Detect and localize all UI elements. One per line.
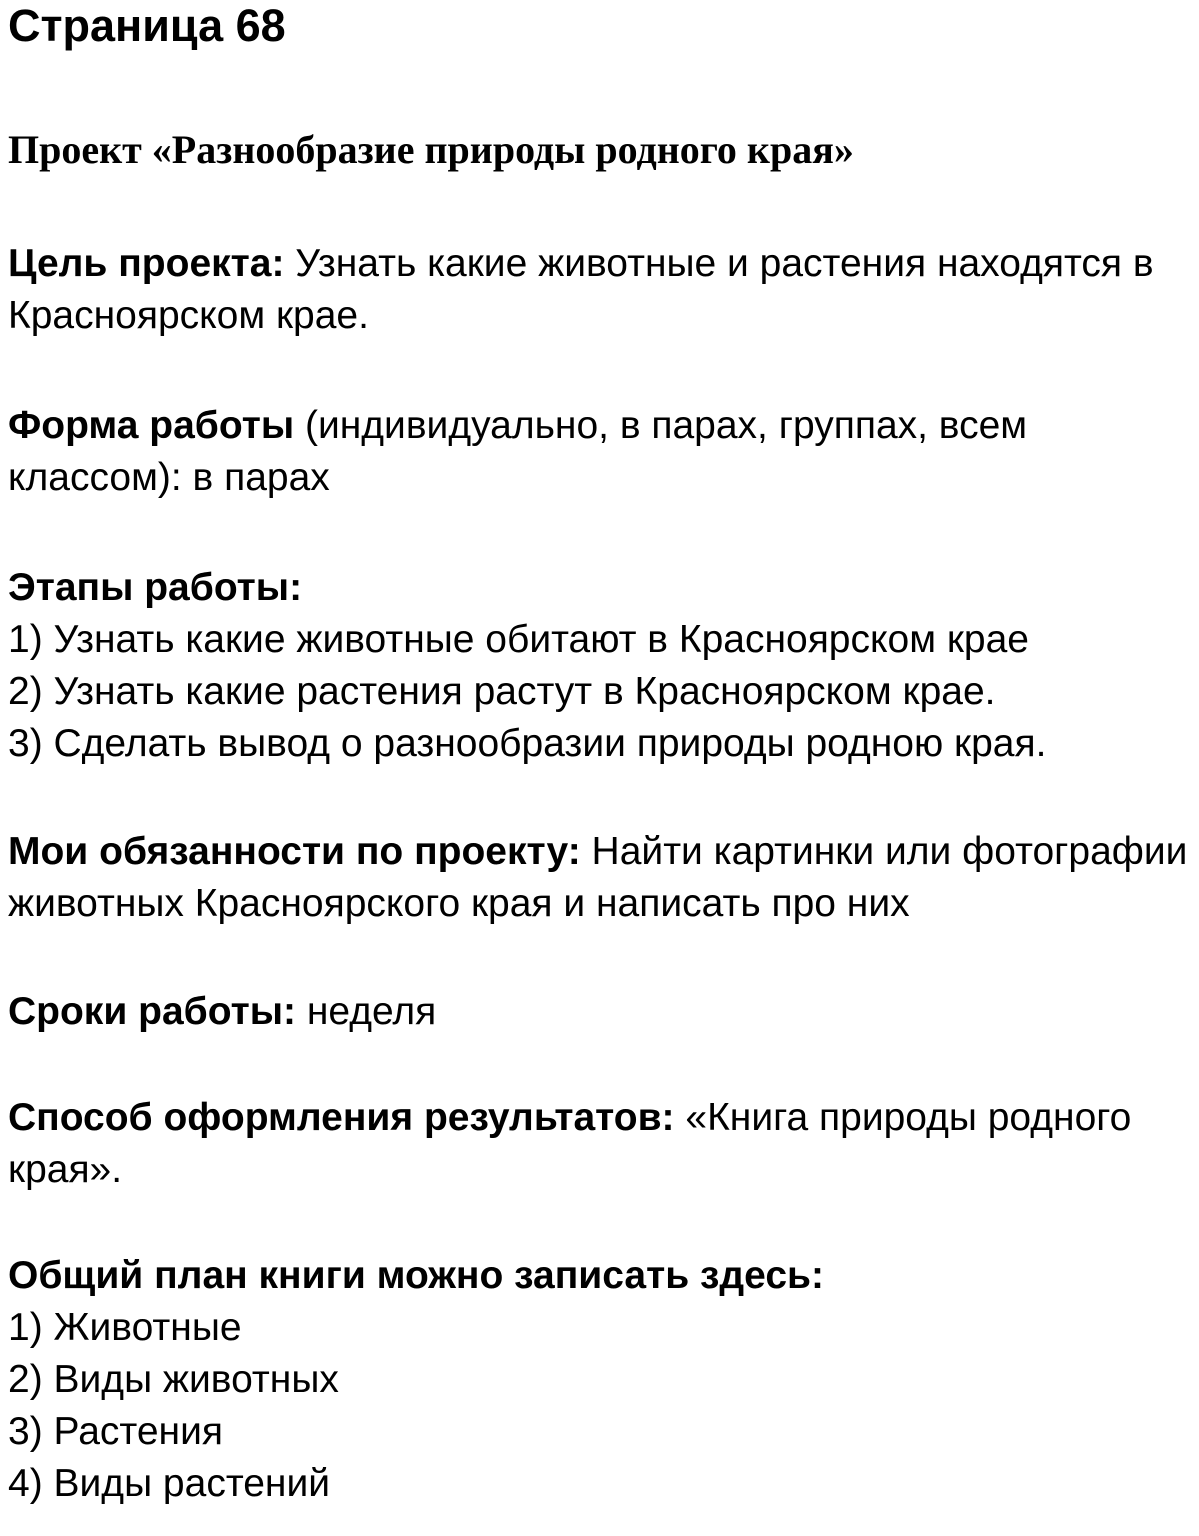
result-label: Способ оформления результатов: <box>8 1096 675 1139</box>
stage-item: 1) Узнать какие животные обитают в Красноярском крае <box>8 618 1029 661</box>
terms-text: неделя <box>296 990 437 1033</box>
plan-item: 1) Животные <box>8 1306 242 1349</box>
page-title: Страница 68 <box>8 0 286 51</box>
plan-item: 2) Виды животных <box>8 1358 339 1401</box>
goal-text: Узнать какие животные и растения находятся в Красноярском крае. <box>8 242 1154 337</box>
duties-text: Найти картинки или фотографии животных Красноярского края и написать про них <box>8 830 1188 925</box>
plan-label: Общий план книги можно записать здесь: <box>8 1254 824 1297</box>
plan-item: 4) Виды растений <box>8 1462 331 1505</box>
stages-label: Этапы работы: <box>8 566 303 609</box>
stage-item: 2) Узнать какие растения растут в Красноярском крае. <box>8 670 996 713</box>
form-text: (индивидуально, в парах, группах, всем классом): в парах <box>8 404 1028 499</box>
form-label: Форма работы <box>8 404 295 447</box>
duties-section <box>8 826 1199 930</box>
goal-label: Цель проекта: <box>8 242 285 285</box>
plan-section <box>8 1250 1199 1510</box>
terms-label: Сроки работы: <box>8 990 296 1033</box>
plan-item: 3) Растения <box>8 1410 223 1453</box>
result-section <box>8 1092 1199 1196</box>
form-section <box>8 400 1199 504</box>
goal-section <box>8 238 1199 342</box>
project-title: Проект «Разнообразие природы родного края» <box>8 127 854 172</box>
document-page <box>8 0 1199 1510</box>
result-text: «Книга природы родного края». <box>8 1096 1132 1191</box>
stage-item: 3) Сделать вывод о разнообразии природы родною края. <box>8 722 1047 765</box>
duties-label: Мои обязанности по проекту: <box>8 830 581 873</box>
terms-section <box>8 986 1199 1038</box>
stages-section <box>8 562 1199 770</box>
